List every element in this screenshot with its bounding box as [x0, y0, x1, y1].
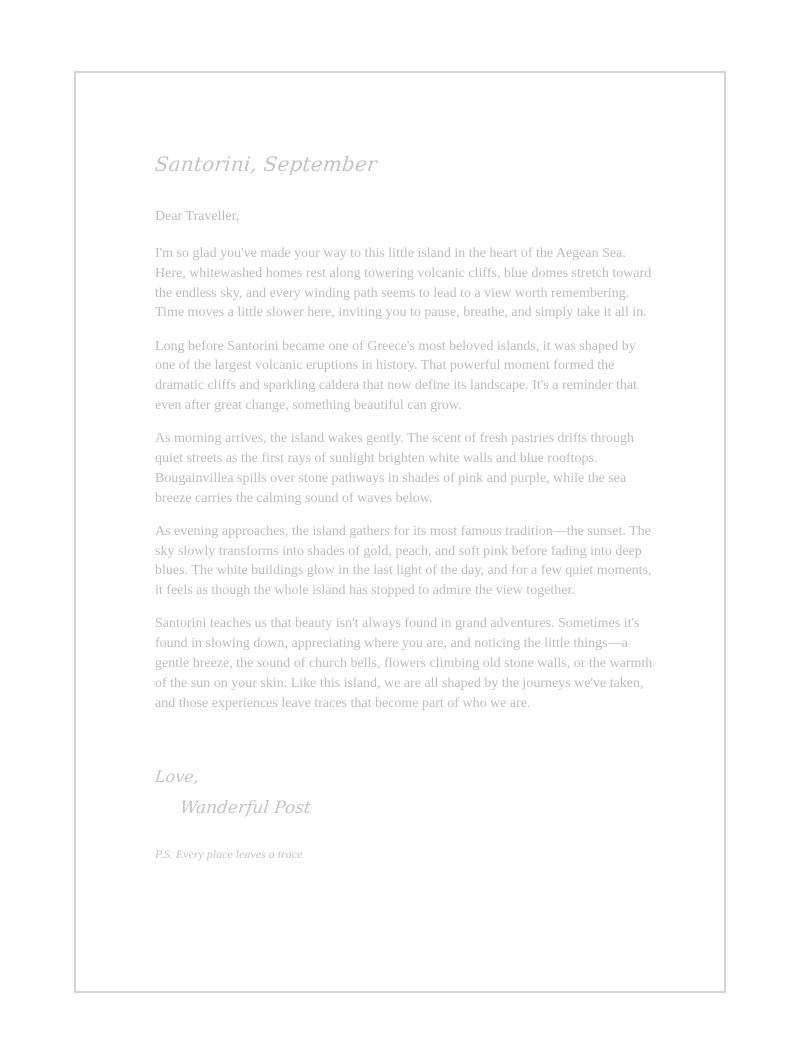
letter-body [155, 150, 655, 862]
letter-postscript: P.S. Every place leaves a trace [155, 847, 303, 862]
letter-signature: Wanderful Post [178, 798, 312, 819]
letter-paragraph: I'm so glad you've made your way to this little island in the heart of the Aegean Sea. Here, whitewashed homes rest along towering volcanic cliffs, blue domes stretch toward the endless sky, and every winding path seems to lead to a view worth remembering. Time moves a little slower here, inviting you to pause, breathe, and simply take it all in. [155, 246, 652, 321]
letter-paragraph: Long before Santorini became one of Greece's most beloved islands, it was shaped by one of the largest volcanic eruptions in history. That powerful moment formed the dramatic cliffs and sparkling caldera that now define its landscape. It's a reminder that even after great change, something beautiful can grow. [155, 338, 637, 413]
letter-paragraph: As evening approaches, the island gathers for its most famous tradition—the sunset. The sky slowly transforms into shades of gold, peach, and soft pink before fading into deep blues. The white buildings glow in the last light of the day, and for a few quiet moments, it feels as though the whole island has stopped to admire the view together. [155, 523, 652, 599]
letter-paragraph: Santorini teaches us that beauty isn't always found in grand adventures. Sometimes it's found in slowing down, appreciating where you are, and noticing the little things—a gentle breeze, the sound of church bells, flowers climbing old stone walls, or the warmth of the sun on your skin. Like this island, we are all shaped by the journeys we've taken, and those experiences leave traces that become part of who we are. [155, 616, 653, 711]
letter-heading: Santorini, September [153, 152, 379, 176]
letter-signoff: Love, [154, 767, 200, 787]
letter-paragraph: As morning arrives, the island wakes gently. The scent of fresh pastries drifts through quiet streets as the first rays of sunlight brighten white walls and blue rooftops. Bougainvillea spills over stone pathways in shades of pink and purple, while the sea breeze carries the calming sound of waves below. [155, 431, 635, 506]
letter-greeting: Dear Traveller, [155, 209, 240, 224]
